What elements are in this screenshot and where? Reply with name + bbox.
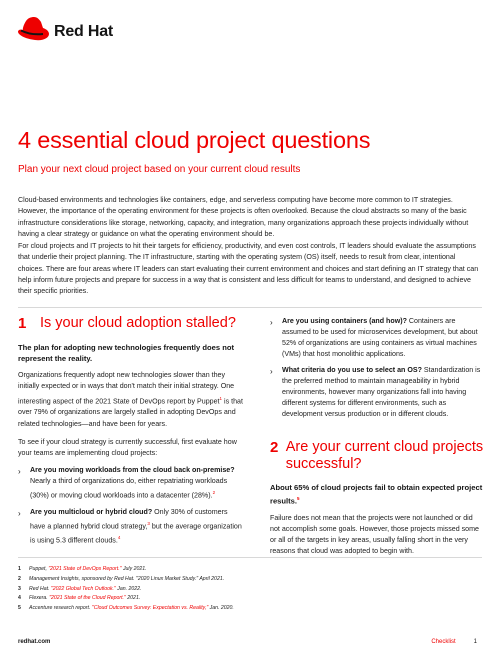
red-hat-logo[interactable] [16,15,136,49]
section-1-paragraph-2: To see if your cloud strategy is currently successful, first evaluate how your teams are implementing cloud projects: [18,437,237,458]
section-1-bullet-list [18,465,244,546]
section-2-heading [270,439,484,473]
section-2-lead: About 65% of cloud projects fail to obtain expected project results.$^5$ [270,483,483,506]
section-2-paragraph: Failure does not mean that the projects were not launched or did not accomplish some goals. However, those projects missed some or all of the targets in key areas, usually falling short in the very reasons that cloud was adopted to begin with. [270,513,479,556]
red-hat-icon [16,15,50,43]
section-1-title: Is your cloud adoption stalled? [40,315,236,331]
footer-meta [431,639,477,645]
footnote-4: 4 Flexera. "2021 State of the Cloud Report." 2021. [18,595,141,602]
section-1 [18,315,244,552]
footnote-link[interactable]: "Cloud Outcomes Survey: Expectation vs. Reality," [91,605,209,612]
list-item: › Are you multicloud or hybrid cloud? Only 30% of customers have a planned hybrid cloud strategy,$^3$ but the average organization is using 5.3 different clouds.$^4$ [18,507,242,545]
list-item: › Are you moving workloads from the cloud back on-premise? Nearly a third of organizations do, either repatriating workloads (30%) or moving cloud workloads into a datacenter (28%).$^2$ [18,466,235,500]
section-1-number: 1 [18,315,27,332]
intro-paragraph-1: Cloud-based environments and technologies like containers, edge, and serverless computing have become more common to IT strategies. However, the importance of the operating environment for these projects is often overlooked. Because the cloud abstracts so many of the basic infrastructure considerations like storage, networking, capacity, and integration, many organizations approach these projects individually without having a clear strategy or guidance on what the operating environment should be. [18,196,469,238]
footnote-2: 2 Management Insights, sponsored by Red Hat. "2020 Linux Market Study." April 2021. [18,575,225,582]
section-2-number: 2 [270,439,279,456]
footnotes [18,565,234,614]
section-1-paragraph-1: Organizations frequently adopt new technologies slower than they initially expected or in ways that don't match their initial strategy. One interesting aspect of the 2021 State of DevOps report by Puppet$^1$ is that over 79% of organizations are largely stalled in adopting DevOps and related technologies—and have been for years. [18,371,243,428]
column-2-bullet-list [270,316,484,420]
page-title: 4 essential cloud project questions [18,127,371,153]
footnote-link[interactable]: "2021 State of DevOps Report." [48,566,122,572]
list-item: › What criteria do you use to select an OS? Standardization is the preferred method to maintain manageability in hybrid environments, however many organizations fall into having different systems for different environments, such as development versus production or in different clouds. [270,366,481,418]
footnote-1: 1 Puppet, "2021 State of DevOps Report." July 2021. [18,566,147,572]
list-item: › Are you using containers (and how)? Containers are assumed to be used for microservices development, but about 52% of organizations are using containers as virtual machines (VMs) that host monolithic applications. [270,317,478,358]
footnote-divider [18,557,482,558]
column-2-bullets [270,316,484,425]
footnote-3: 3 Red Hat. "2022 Global Tech Outlook." Jan. 2022. [18,585,142,592]
section-2 [270,439,484,558]
footer-site-link[interactable]: redhat.com [18,639,51,645]
document-type: Checklist [431,639,456,645]
brand-name: Red Hat [54,23,114,40]
section-divider [18,307,482,308]
intro-paragraph-2: For cloud projects and IT projects to hit their targets for efficiency, productivity, and even cost controls, IT leaders should evaluate the assumptions that underlie their project planning. The IT infrastructure, starting with the operating system (OS) itself, needs to result from clear, intentional choices. There are four areas where IT leaders can start evaluating their current environment and choices and start defining an IT strategy that can help inform future projects and prepare for success in a way that is consistent and less difficult for teams to understand, and designed to achieve their specific priorities. [18,242,479,296]
section-1-lead: The plan for adopting new technologies frequently does not represent the reality. [18,343,235,363]
section-2-title: Are your current cloud projects successful? [285,439,484,472]
footnote-5: 5 Accenture research report. "Cloud Outcomes Survey: Expectation vs. Reality," Jan. 2020. [18,605,234,612]
page-subtitle: Plan your next cloud project based on your current cloud results [18,164,301,175]
footnote-link[interactable]: "2021 State of the Cloud Report." [49,595,126,602]
section-1-heading [18,315,244,332]
page-number: 1 [473,639,477,645]
footnote-link[interactable]: "2022 Global Tech Outlook." [50,585,116,592]
